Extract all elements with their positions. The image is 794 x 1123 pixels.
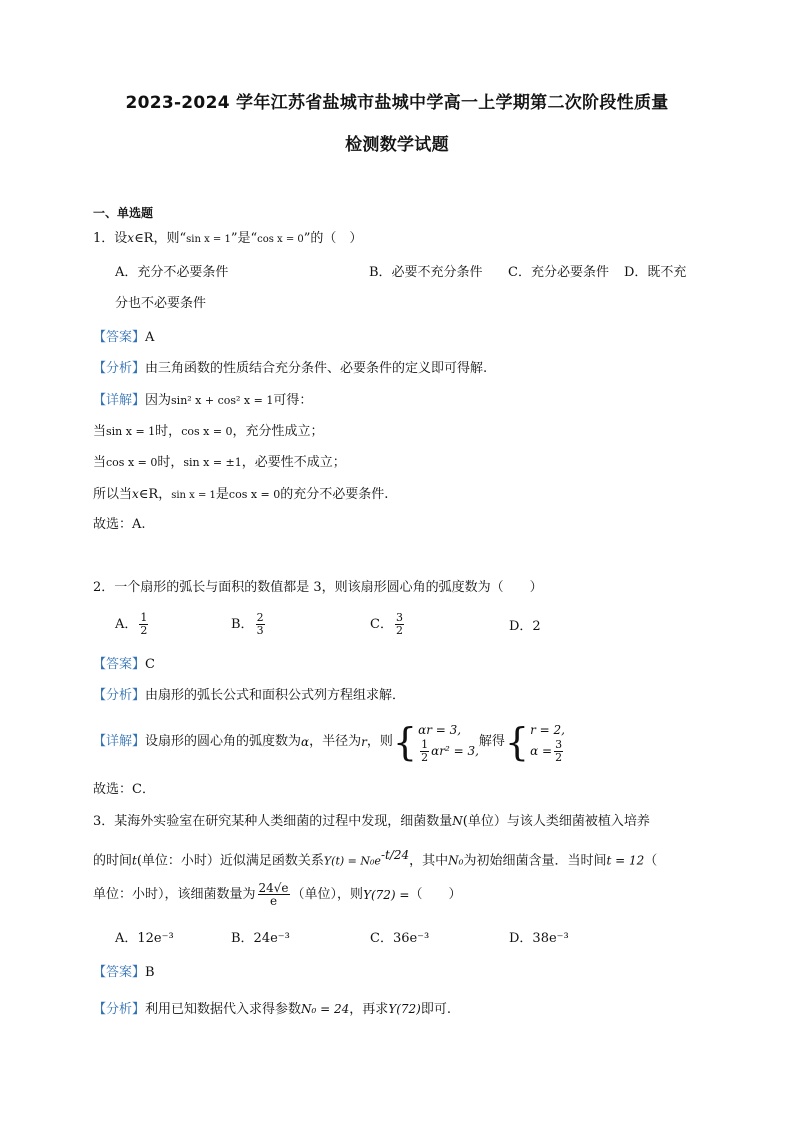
q1-option-d-cont: 分也不必要条件 [115, 296, 207, 311]
q2-option-c: C． $\frac{3}{2}$ [370, 611, 403, 637]
q2-system-2: { r = 2, α = $\frac{3}{2}$ [504, 720, 565, 764]
q3-analysis: 【分析】利用已知数据代入求得参数N₀ = 24，再求Y(72)即可. [93, 1002, 452, 1017]
q3-line-1: 3．某海外实验室在研究某种人类细菌的过程中发现，细菌数量N(单位）与该人类细菌被植入培养 [93, 814, 650, 829]
q3-option-a: A．12e⁻³ [115, 931, 174, 946]
q3-line-2: 的时间t(单位：小时）近似满足函数关系$Y(t) = N_0e^{-t/24}$，其中N₀为初始细菌含量．当时间t = 12（ [93, 848, 658, 869]
q2-stem: 2．一个扇形的弧长与面积的数值都是 3，则该扇形圆心角的弧度数为（ ） [93, 580, 543, 595]
q1-option-d: D．既不充 [624, 265, 687, 280]
q3-answer: 【答案】B [93, 965, 155, 980]
q2-choose: 故选：C． [93, 782, 155, 797]
q2-option-b: B． $\frac{2}{3}$ [231, 611, 264, 637]
q1-analysis: 【分析】由三角函数的性质结合充分条件、必要条件的定义即可得解. [93, 361, 488, 376]
q1-detail-2: 当sin x = 1时，cos x = 0，充分性成立； [93, 424, 324, 439]
page-title-line1: 2023-2024 学年江苏省盐城市盐城中学高一上学期第二次阶段性质量 [125, 93, 669, 113]
q2-answer: 【答案】C [93, 657, 155, 672]
q2-option-d: D．2 [509, 619, 541, 634]
q3-line-3: 单位：小时），该细菌数量为 $\frac{24√e}{e}$ （单位），则 Y(72) = （ ） [93, 881, 462, 908]
q1-option-b: B．必要不充分条件 [369, 265, 483, 280]
q1-detail-1: 【详解】因为sin² x + cos² x = 1可得： [93, 393, 313, 408]
q1-detail-3: 当cos x = 0时，sin x = ±1，必要性不成立； [93, 455, 346, 470]
page-title-line2: 检测数学试题 [345, 135, 449, 155]
q1-detail-4: 所以当x∈R，sin x = 1是cos x = 0的充分不必要条件. [93, 487, 389, 502]
q2-system-1: { αr = 3, $\frac{1}{2}$ αr² = 3, [392, 720, 479, 764]
section-heading: 一、单选题 [93, 206, 154, 220]
q3-option-d: D．38e⁻³ [509, 931, 569, 946]
q2-detail: 【详解】 设扇形的圆心角的弧度数为 α ，半径为 r ，则 { αr = 3, $\frac{1}{2}$ αr² = 3, 解得 { r = 2, α = $\frac{3}{2}$ [93, 720, 565, 764]
q1-option-a: A．充分不必要条件 [115, 265, 229, 280]
q2-analysis: 【分析】由扇形的弧长公式和面积公式列方程组求解． [93, 688, 406, 703]
q1-answer: 【答案】A [93, 330, 155, 345]
q2-option-a: A． $\frac{1}{2}$ [115, 611, 148, 637]
q1-option-c: C．充分必要条件 [508, 265, 609, 280]
q3-option-c: C．36e⁻³ [370, 931, 430, 946]
q3-option-b: B．24e⁻³ [231, 931, 290, 946]
q1-stem: 1．设x∈R，则“sin x = 1”是“cos x = 0”的（ ） [93, 231, 363, 246]
q1-choose: 故选：A. [93, 517, 146, 532]
